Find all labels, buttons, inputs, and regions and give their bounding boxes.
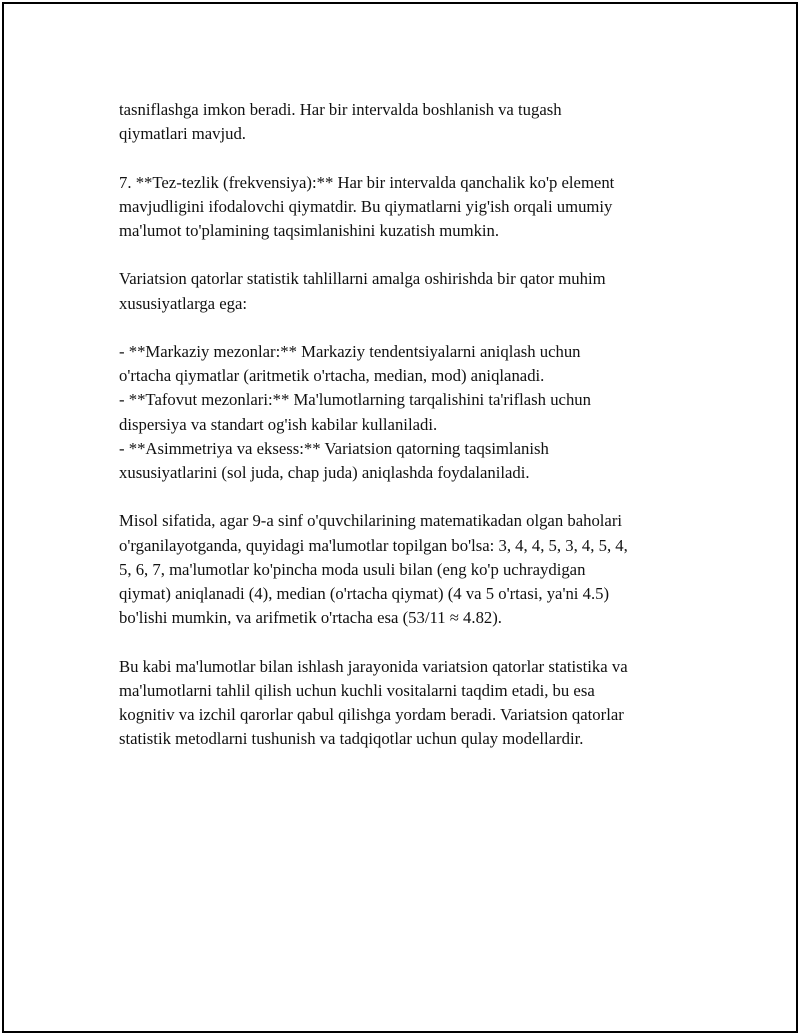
text-line: mavjudligini ifodalovchi qiymatdir. Bu qiymatlarni yig'ish orqali umumiy	[119, 196, 613, 216]
list-item-line: - **Markaziy mezonlar:** Markaziy tendentsiyalarni aniqlash uchun	[119, 341, 581, 361]
text-line: Variatsion qatorlar statistik tahlillarni amalga oshirishda bir qator muhim	[119, 269, 606, 289]
text-line: statistik metodlarni tushunish va tadqiqotlar uchun qulay modellardir.	[119, 729, 584, 749]
document-body	[119, 98, 699, 776]
text-line: xususiyatlarga ega:	[119, 293, 248, 313]
list-item-line: o'rtacha qiymatlar (aritmetik o'rtacha, median, mod) aniqlanadi.	[119, 366, 545, 386]
text-line: 7. **Tez-tezlik (frekvensiya):** Har bir intervalda qanchalik ko'p element	[119, 172, 615, 192]
paragraph-properties-intro	[119, 267, 699, 315]
text-line: ma'lumot to'plamining taqsimlanishini kuzatish mumkin.	[119, 221, 500, 240]
text-line: qiymatlari mavjud.	[119, 124, 246, 144]
text-line: 5, 6, 7, ma'lumotlar ko'pincha moda usuli bilan (eng ko'p uchraydigan	[119, 559, 586, 579]
list-item-line: - **Tafovut mezonlari:** Ma'lumotlarning tarqalishini ta'riflash uchun	[119, 390, 591, 410]
text-line: qiymat) aniqlanadi (4), median (o'rtacha qiymat) (4 va 5 o'rtasi, ya'ni 4.5)	[119, 584, 610, 603]
text-line: bo'lishi mumkin, va arifmetik o'rtacha esa (53/11 ≈ 4.82).	[119, 608, 502, 628]
paragraph-properties-list	[119, 340, 699, 485]
text-line: tasniflashga imkon beradi. Har bir intervalda boshlanish va tugash	[119, 100, 562, 119]
paragraph-conclusion	[119, 655, 699, 752]
text-line: kognitiv va izchil qarorlar qabul qilishga yordam beradi. Variatsion qatorlar	[119, 705, 624, 724]
text-line: ma'lumotlarni tahlil qilish uchun kuchli vositalarni taqdim etadi, bu esa	[119, 680, 595, 700]
list-item-line: xususiyatlarini (sol juda, chap juda) aniqlashda foydalaniladi.	[119, 463, 530, 482]
text-line: o'rganilayotganda, quyidagi ma'lumotlar topilgan bo'lsa: 3, 4, 4, 5, 3, 4, 5, 4,	[119, 535, 628, 555]
paragraph-intervals	[119, 98, 699, 146]
text-line: Misol sifatida, agar 9-a sinf o'quvchilarining matematikadan olgan baholari	[119, 511, 623, 531]
list-item-line: - **Asimmetriya va eksess:** Variatsion qatorning taqsimlanish	[119, 438, 549, 458]
list-item-line: dispersiya va standart og'ish kabilar kullaniladi.	[119, 414, 438, 434]
document-page	[2, 2, 798, 1033]
text-line: Bu kabi ma'lumotlar bilan ishlash jarayonida variatsion qatorlar statistika va	[119, 656, 628, 676]
paragraph-frequency	[119, 171, 699, 244]
paragraph-example	[119, 509, 699, 630]
